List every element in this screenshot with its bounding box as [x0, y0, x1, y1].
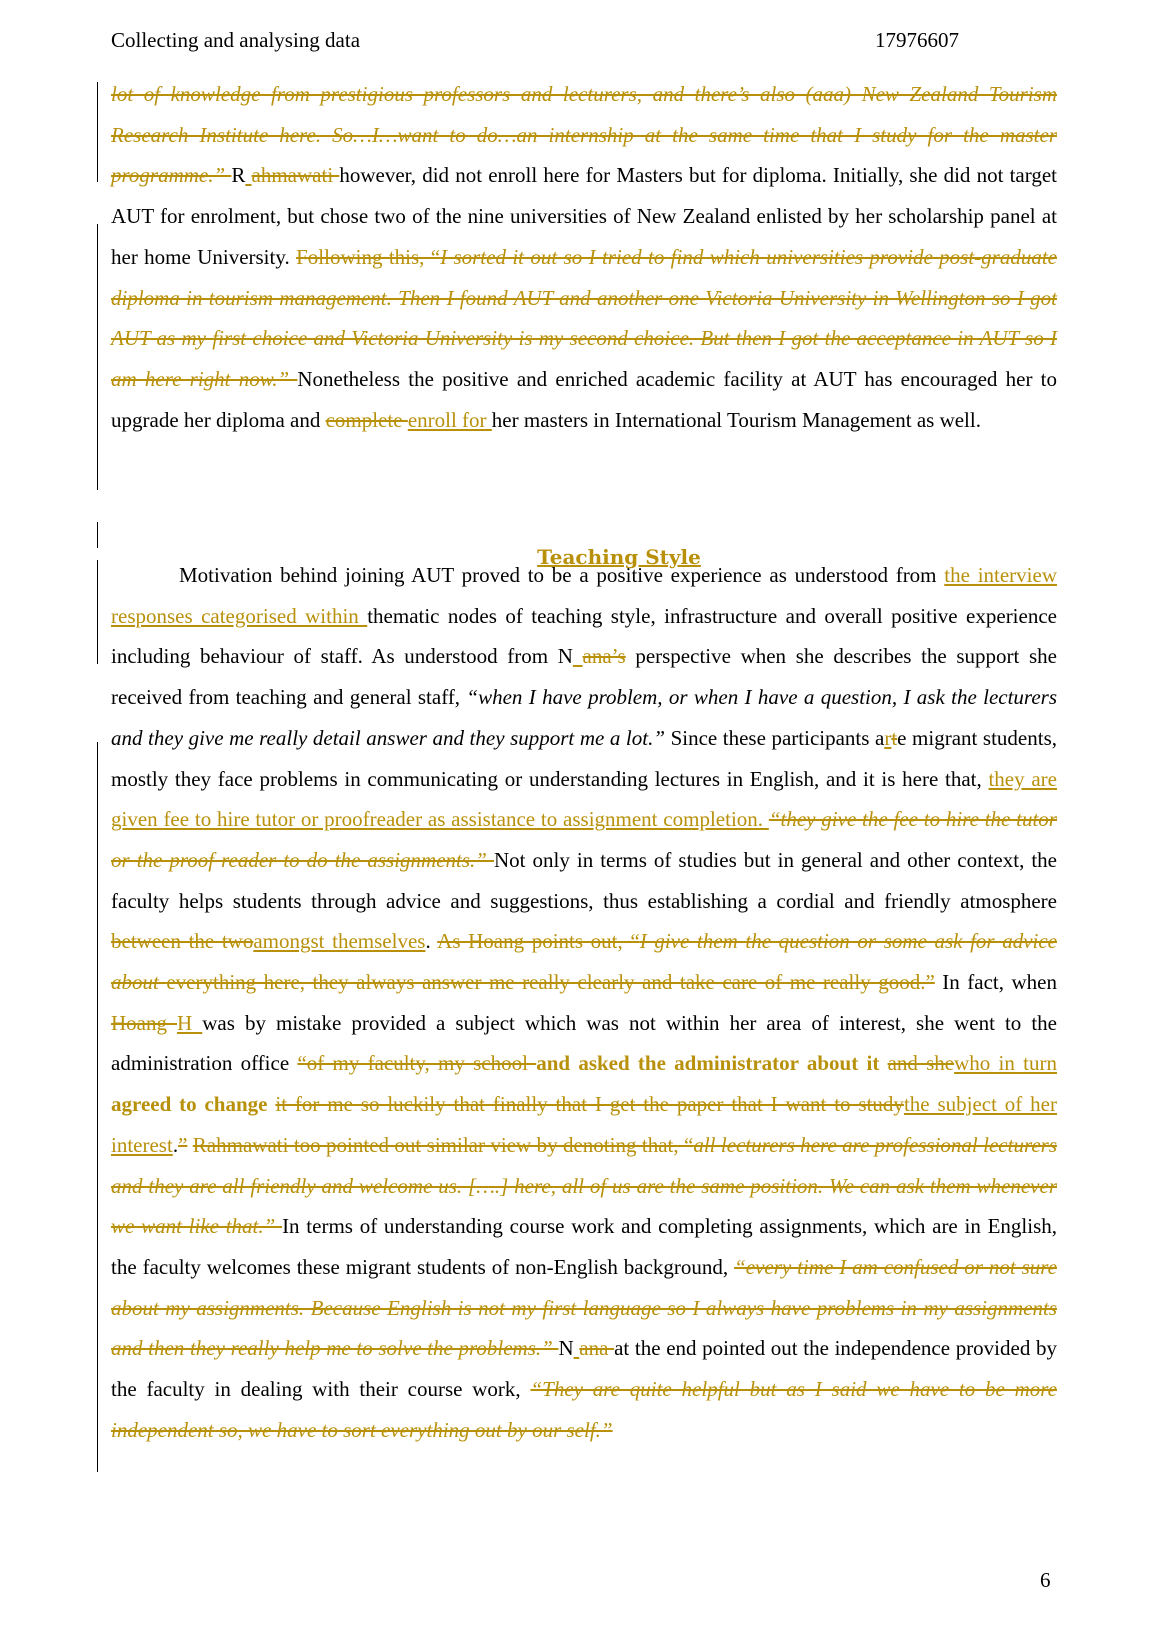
header-title: Collecting and analysing data	[111, 28, 361, 52]
section-heading: Teaching Style	[537, 545, 701, 569]
text-run: at the end pointed out the independence provided by the faculty in dealing with their course work,	[111, 1336, 1057, 1402]
change-bar	[97, 522, 98, 548]
deleted-run: Rahmawati too pointed out similar view by denoting that, “	[192, 1132, 694, 1157]
deleted-run: all lecturers here are professional lecturers and they are all friendly and welcome us. [….] here, all of us are the same position. We can ask them whenever we want like that.”	[111, 1132, 1058, 1239]
inserted-run: H	[177, 1010, 203, 1035]
inserted-run: the interview responses categorised within	[111, 563, 1057, 628]
deleted-run: Hoang	[111, 1010, 178, 1035]
text-run: .	[425, 929, 438, 954]
text-run: “when I have problem, or when I have a question, I ask the lecturers and they give me really detail answer and they support me a lot.”	[111, 685, 1057, 750]
text-run: e migrant students, mostly they face problems in communicating or understanding lectures in English, and it is here that,	[111, 725, 1057, 791]
deleted-run: Following this, “	[296, 244, 441, 269]
change-bar	[97, 560, 98, 664]
deleted-run: ”	[178, 1132, 188, 1157]
inserted-run: and asked the administrator about it	[536, 1051, 888, 1076]
text-run: thematic nodes of teaching style, infrastructure and overall positive experience including behaviour of staff. As understood from N	[111, 603, 1057, 669]
deleted-run: between the two	[111, 929, 254, 954]
deleted-run: complete	[325, 407, 408, 432]
text-run: Since these participants a	[665, 725, 885, 750]
deleted-run: lot of knowledge from prestigious professors and lecturers, and there’s also (aaa) New Zealand Tourism Research Institute here. So…I…want to do…an internship at the same time that I study for the master programme.”	[111, 82, 1057, 188]
inserted-run: amongst themselves	[253, 929, 426, 954]
inserted-run: enroll for	[407, 407, 492, 432]
paragraph-teaching-style	[111, 555, 1057, 1450]
text-run: In fact, when	[934, 970, 1057, 995]
change-bar	[97, 82, 98, 182]
deleted-run: As Hoang points out, “	[437, 929, 640, 954]
header-student-id: 17976607	[875, 28, 959, 52]
change-bar	[97, 224, 98, 490]
deleted-run: it for me so luckily that finally that I get the paper that I want to study	[275, 1092, 904, 1117]
text-run: Motivation behind joining AUT proved to be a positive experience as understood from	[179, 563, 945, 587]
deleted-run: ahmawati	[251, 163, 340, 188]
deleted-run: everything here, they always answer me really clearly and take care of me really good.”	[166, 970, 935, 995]
deleted-run: I sorted it out so I tried to find which universities provide post-graduate diploma in tourism management. Then I found AUT and another one Victoria University in Wellington so I got AUT as my first choice and Victoria University is my second choice. But then I got the acceptance in AUT so I am here right now.”	[111, 244, 1057, 391]
page-number: 6	[1040, 1568, 1051, 1592]
inserted-run: who in turn	[954, 1051, 1057, 1076]
text-run: N	[558, 1336, 574, 1361]
inserted-run: they are given fee to hire tutor or proofreader as assistance to assignment completion.	[111, 766, 1057, 832]
inserted-run: agreed to change	[111, 1092, 276, 1117]
text-run: R	[231, 163, 246, 188]
text-run: Nonetheless the positive and enriched academic facility at AUT has encouraged her to upgrade her diploma and	[111, 366, 1058, 432]
deleted-run: and she	[887, 1051, 955, 1076]
text-run: perspective when she describes the support she received from teaching and general staff,	[111, 644, 1057, 710]
text-run: her masters in International Tourism Management as well.	[491, 407, 981, 432]
text-run: however, did not enroll here for Masters but for diploma. Initially, she did not target AUT for enrolment, but chose two of the nine universities of New Zealand enlisted by her scholarship panel at her home University.	[111, 163, 1058, 269]
text-run: In terms of understanding course work and completing assignments, which are in English, the faculty welcomes these migrant students of non-English background,	[111, 1214, 1057, 1279]
inserted-run: the subject of her interest	[111, 1092, 1057, 1157]
text-run: was by mistake provided a subject which was not within her area of interest, she went to the administration office	[111, 1010, 1057, 1076]
deleted-run: “every time I am confused or not sure about my assignments. Because English is not my first language so I always have problems in my assignments and then they really help me to solve the problems.”	[111, 1254, 1057, 1361]
deleted-run: “of my faculty, my school	[297, 1051, 537, 1076]
text-run: Not only in terms of studies but in general and other context, the faculty helps students through advice and suggestions, thus establishing a cordial and friendly atmosphere	[111, 847, 1058, 913]
deleted-run: “they give the fee to hire the tutor or the proof reader to do the assignments.”	[111, 807, 1057, 872]
deleted-run: ana	[579, 1336, 615, 1361]
inserted-run: r	[884, 725, 892, 750]
inserted-run	[573, 644, 583, 668]
deleted-run: ana’s	[582, 644, 626, 669]
deleted-run: “They are quite helpful but as I said we have to be more independent so, we have to sort everything out by our self.”	[111, 1377, 1057, 1442]
paragraph-rahmawati	[111, 74, 1057, 440]
text-run: .	[172, 1132, 179, 1157]
deleted-run: I give them the question or some ask for advice about	[111, 929, 1057, 995]
deleted-run: t	[891, 725, 898, 750]
change-bar	[97, 742, 98, 1472]
